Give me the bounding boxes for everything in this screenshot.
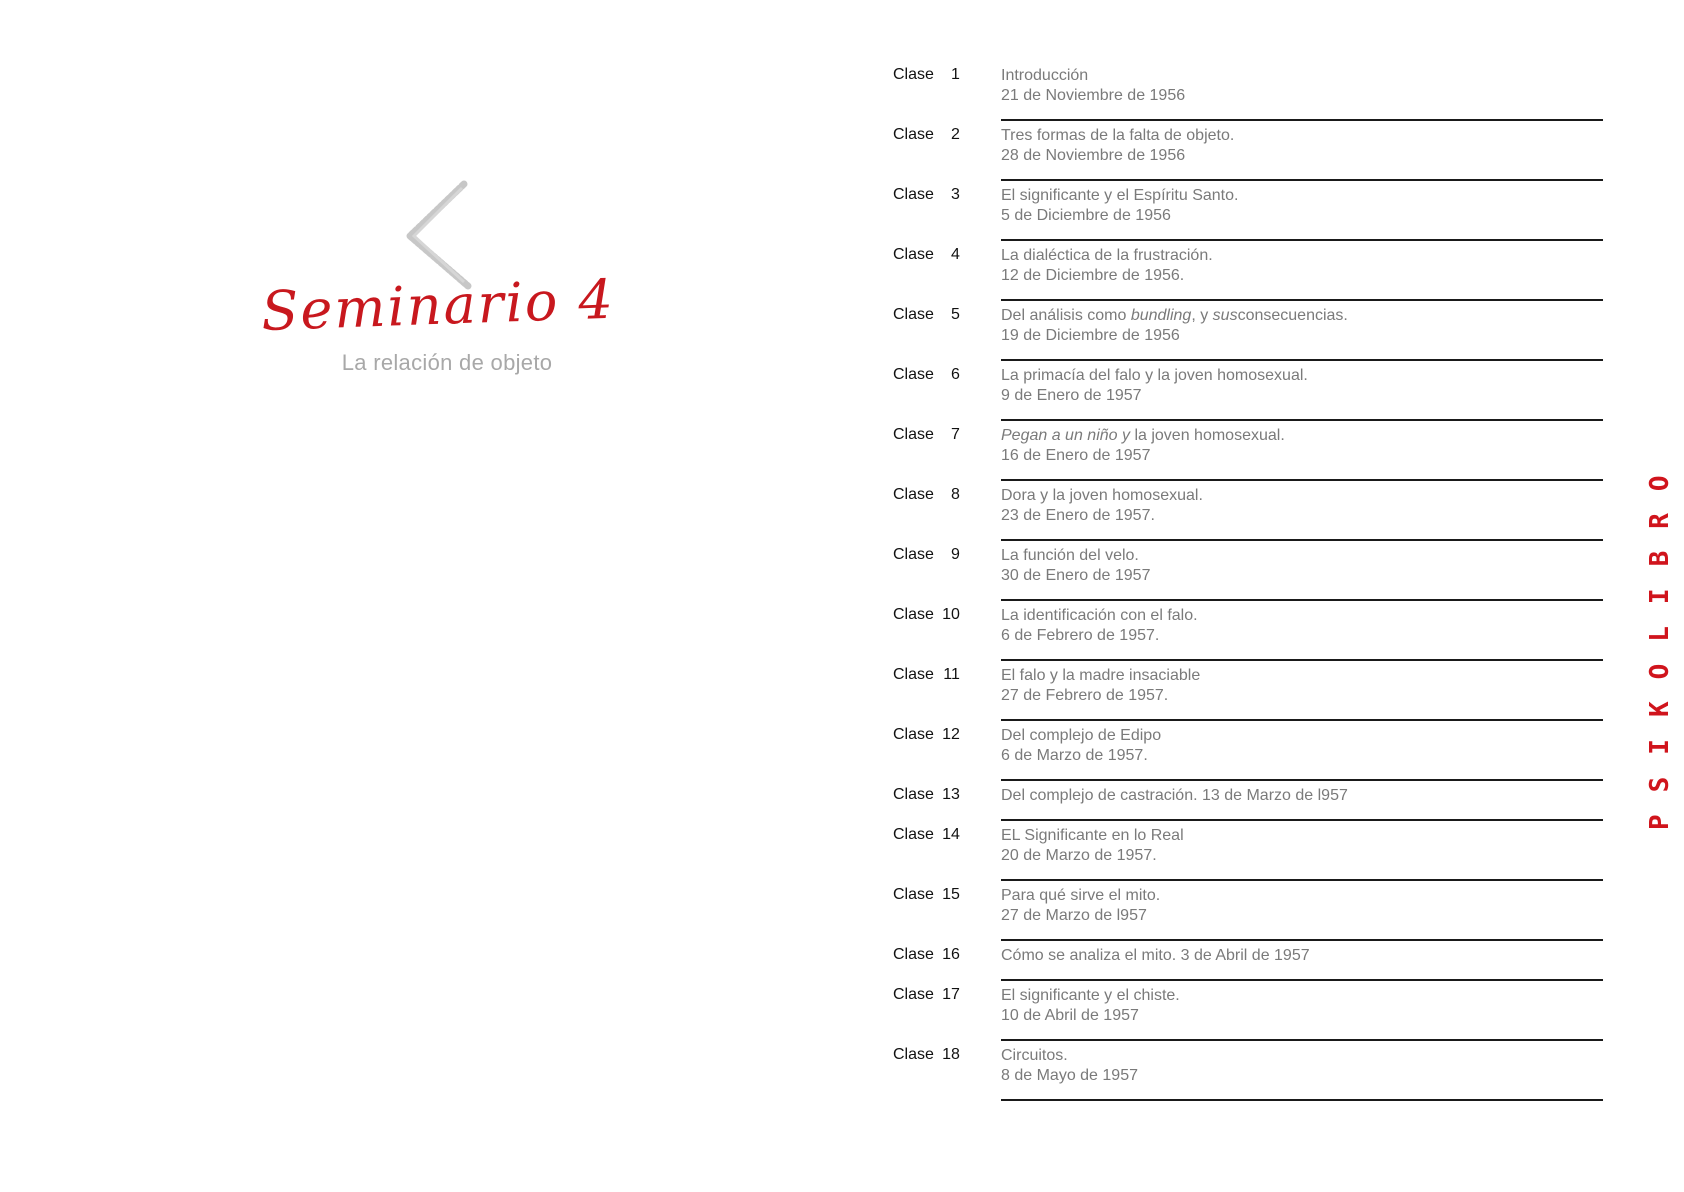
divider bbox=[1001, 659, 1603, 661]
class-label: Clase 18 bbox=[893, 1046, 960, 1063]
class-label: Clase 9 bbox=[893, 546, 960, 563]
class-title: Para qué sirve el mito. bbox=[1001, 887, 1161, 904]
toc-row bbox=[893, 1042, 1603, 1102]
divider bbox=[1001, 359, 1603, 361]
class-title: La dialéctica de la frustración. bbox=[1001, 247, 1213, 264]
divider bbox=[1001, 179, 1603, 181]
toc-row bbox=[893, 982, 1603, 1042]
class-label: Clase 17 bbox=[893, 986, 960, 1003]
brand-text: PSIKOLIBRO bbox=[1645, 453, 1675, 830]
class-date: 10 de Abril de 1957 bbox=[1001, 1007, 1139, 1024]
divider bbox=[1001, 119, 1603, 121]
class-date: 19 de Diciembre de 1956 bbox=[1001, 327, 1180, 344]
toc-row bbox=[893, 722, 1603, 782]
class-label: Clase 16 bbox=[893, 946, 960, 963]
class-title: EL Significante en lo Real bbox=[1001, 827, 1184, 844]
class-date: 21 de Noviembre de 1956 bbox=[1001, 87, 1186, 104]
class-label: Clase 10 bbox=[893, 606, 960, 623]
cover-subtitle: La relación de objeto bbox=[341, 350, 553, 375]
toc-row bbox=[893, 182, 1603, 242]
class-title: El significante y el chiste. bbox=[1001, 987, 1180, 1004]
class-date: 30 de Enero de 1957 bbox=[1001, 567, 1151, 584]
toc-row bbox=[893, 542, 1603, 602]
class-title: Cómo se analiza el mito. 3 de Abril de 1957 bbox=[1001, 947, 1310, 964]
class-date: 6 de Marzo de 1957. bbox=[1001, 747, 1148, 764]
cover-title: Seminario 4 bbox=[260, 267, 616, 343]
class-title: La primacía del falo y la joven homosexual. bbox=[1001, 367, 1308, 384]
divider bbox=[1001, 779, 1603, 781]
divider bbox=[1001, 719, 1603, 721]
chevron-icon bbox=[410, 184, 468, 286]
class-label: Clase 6 bbox=[893, 366, 960, 383]
divider bbox=[1001, 239, 1603, 241]
brand-logo bbox=[1640, 368, 1680, 838]
class-title: Del complejo de castración. 13 de Marzo de l957 bbox=[1001, 787, 1348, 804]
class-label: Clase 12 bbox=[893, 726, 960, 743]
toc-row bbox=[893, 882, 1603, 942]
class-label: Clase 8 bbox=[893, 486, 960, 503]
class-label: Clase 7 bbox=[893, 426, 960, 443]
toc-row bbox=[893, 482, 1603, 542]
class-date: 20 de Marzo de 1957. bbox=[1001, 847, 1157, 864]
toc-row bbox=[893, 122, 1603, 182]
class-date: 23 de Enero de 1957. bbox=[1001, 507, 1155, 524]
class-title: Tres formas de la falta de objeto. bbox=[1001, 127, 1235, 144]
class-title: La función del velo. bbox=[1001, 547, 1139, 564]
divider bbox=[1001, 479, 1603, 481]
class-date: 28 de Noviembre de 1956 bbox=[1001, 147, 1186, 164]
class-label: Clase 11 bbox=[893, 666, 960, 683]
divider bbox=[1001, 1099, 1603, 1101]
class-title: El significante y el Espíritu Santo. bbox=[1001, 187, 1239, 204]
cover-art bbox=[260, 178, 630, 378]
divider bbox=[1001, 1039, 1603, 1041]
class-date: 27 de Febrero de 1957. bbox=[1001, 687, 1169, 704]
toc-row bbox=[893, 662, 1603, 722]
toc-row bbox=[893, 782, 1603, 822]
divider bbox=[1001, 599, 1603, 601]
class-date: 8 de Mayo de 1957 bbox=[1001, 1067, 1138, 1084]
toc-row bbox=[893, 242, 1603, 302]
table-of-contents bbox=[893, 62, 1603, 1102]
class-label: Clase 3 bbox=[893, 186, 960, 203]
divider bbox=[1001, 979, 1603, 981]
class-title: Circuitos. bbox=[1001, 1047, 1068, 1064]
toc-row bbox=[893, 62, 1603, 122]
class-date: 16 de Enero de 1957 bbox=[1001, 447, 1151, 464]
divider bbox=[1001, 879, 1603, 881]
class-label: Clase 4 bbox=[893, 246, 960, 263]
class-label: Clase 2 bbox=[893, 126, 960, 143]
class-label: Clase 1 bbox=[893, 66, 960, 83]
class-date: 12 de Diciembre de 1956. bbox=[1001, 267, 1185, 284]
class-title: El falo y la madre insaciable bbox=[1001, 667, 1201, 684]
toc-row bbox=[893, 942, 1603, 982]
class-date: 27 de Marzo de l957 bbox=[1001, 907, 1147, 924]
class-label: Clase 15 bbox=[893, 886, 960, 903]
class-title: Pegan a un niño y la joven homosexual. bbox=[1001, 427, 1285, 444]
toc-row bbox=[893, 362, 1603, 422]
class-title: Introducción bbox=[1001, 67, 1089, 84]
toc-row bbox=[893, 822, 1603, 882]
class-label: Clase 5 bbox=[893, 306, 960, 323]
cover-title-block bbox=[260, 178, 630, 378]
class-title: La identificación con el falo. bbox=[1001, 607, 1198, 624]
divider bbox=[1001, 419, 1603, 421]
class-title: Del análisis como bundling, y susconsecuencias. bbox=[1001, 307, 1348, 324]
toc-row bbox=[893, 602, 1603, 662]
class-date: 5 de Diciembre de 1956 bbox=[1001, 207, 1171, 224]
divider bbox=[1001, 539, 1603, 541]
toc-row bbox=[893, 422, 1603, 482]
divider bbox=[1001, 939, 1603, 941]
divider bbox=[1001, 299, 1603, 301]
class-title: Dora y la joven homosexual. bbox=[1001, 487, 1203, 504]
class-label: Clase 13 bbox=[893, 786, 960, 803]
divider bbox=[1001, 819, 1603, 821]
class-title: Del complejo de Edipo bbox=[1001, 727, 1162, 744]
class-label: Clase 14 bbox=[893, 826, 960, 843]
class-date: 6 de Febrero de 1957. bbox=[1001, 627, 1160, 644]
toc-row bbox=[893, 302, 1603, 362]
class-date: 9 de Enero de 1957 bbox=[1001, 387, 1142, 404]
